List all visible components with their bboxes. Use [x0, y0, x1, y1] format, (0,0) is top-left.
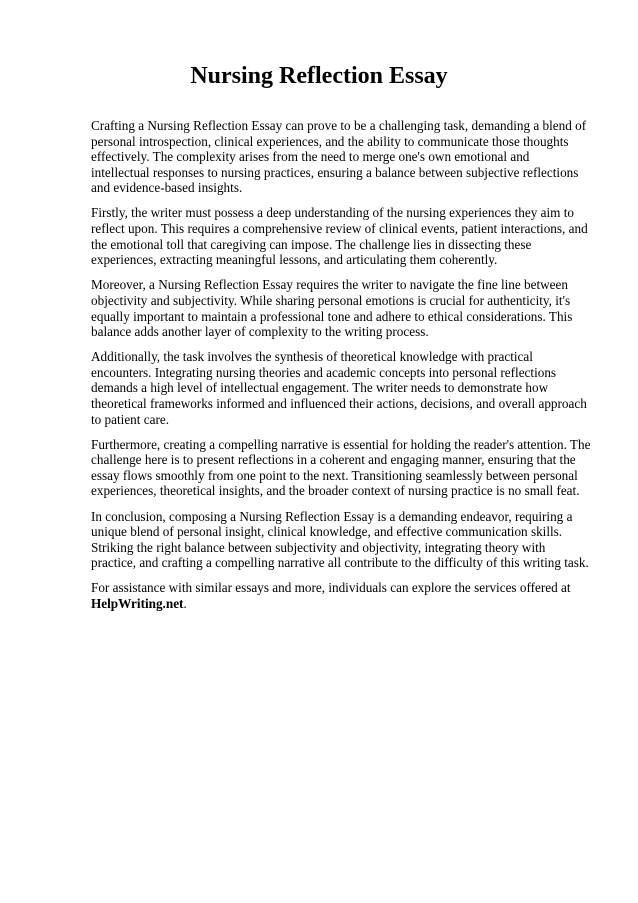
closing-text: For assistance with similar essays and more, individuals can explore the services offered at [91, 580, 571, 596]
paragraph-furthermore: Furthermore, creating a compelling narrative is essential for holding the reader's attention. The challenge here is to present reflections in a coherent and engaging manner, ensuring that the essay flows smoothly from one point to the next. Transitioning seamlessly between personal experiences, theoretical insights, and the broader context of nursing practice is no small feat. [91, 436, 591, 499]
helpwriting-link[interactable]: HelpWriting.net [91, 596, 184, 612]
paragraph-additionally: Additionally, the task involves the synthesis of theoretical knowledge with practical encounters. Integrating nursing theories and academic concepts into personal reflections demands a high level of intellectual engagement. The writer needs to demonstrate how theoretical frameworks informed and influenced their actions, decisions, and overall approach to patient care. [91, 349, 587, 427]
paragraph-intro: Crafting a Nursing Reflection Essay can prove to be a challenging task, demanding a blend of personal introspection, clinical experiences, and the ability to communicate those thoughts effectively. The complexity arises from the need to merge one's own emotional and intellectual responses to nursing practices, ensuring a balance between subjective reflections and evidence-based insights. [91, 118, 587, 196]
paragraph-moreover: Moreover, a Nursing Reflection Essay requires the writer to navigate the fine line between objectivity and subjectivity. While sharing personal emotions is crucial for authenticity, it's equally important to maintain a professional tone and adhere to ethical considerations. This balance adds another layer of complexity to the writing process. [91, 277, 573, 340]
document-body [91, 118, 591, 621]
paragraph-firstly: Firstly, the writer must possess a deep understanding of the nursing experiences they aim to reflect upon. This requires a comprehensive review of clinical events, patient interactions, and the emotional toll that caregiving can impose. The challenge lies in dissecting these experiences, extracting meaningful lessons, and articulating them coherently. [91, 205, 588, 268]
paragraph-conclusion: In conclusion, composing a Nursing Reflection Essay is a demanding endeavor, requiring a unique blend of personal insight, clinical knowledge, and effective communication skills. Striking the right balance between subjectivity and objectivity, integrating theory with practice, and crafting a compelling narrative all contribute to the difficulty of this writing task. [91, 508, 589, 571]
paragraph-closing [91, 580, 591, 611]
closing-trailing: . [183, 596, 187, 612]
document-title: Nursing Reflection Essay [190, 63, 448, 89]
